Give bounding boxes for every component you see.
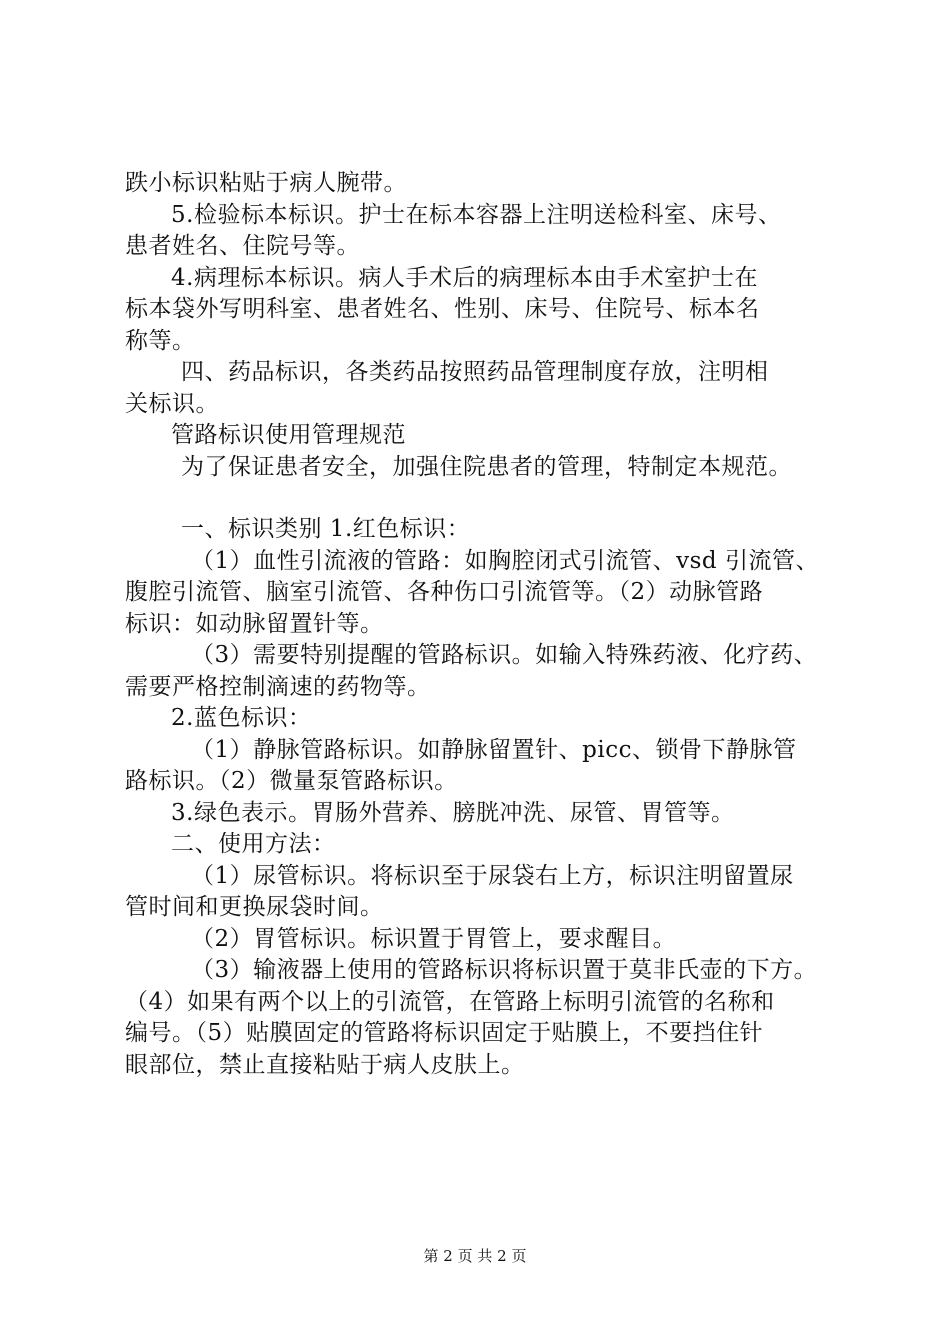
text-line: 为了保证患者安全，加强住院患者的管理，特制定本规范。: [181, 453, 792, 480]
paragraph-gap: [125, 483, 845, 514]
text-line: 路标识。（2）微量泵管路标识。: [125, 768, 458, 794]
text-line: 腹腔引流管、脑室引流管、各种伤口引流管等。（2）动脉管路: [125, 579, 764, 605]
text-line: 四、药品标识，各类药品按照药品管理制度存放，注明相: [181, 359, 769, 385]
text-line: 标本袋外写明科室、患者姓名、性别、床号、住院号、标本名: [125, 296, 760, 322]
text-line: （1）尿管标识。将标识至于尿袋右上方，标识注明留置尿: [191, 862, 794, 889]
text-line: 一、标识类别 1.红色标识：: [181, 516, 471, 542]
text-line: 跌小标识粘贴于病人腕带。: [125, 170, 407, 196]
text-line: 5.检验标本标识。护士在标本容器上注明送检科室、床号、: [171, 201, 782, 228]
text-line: （3）需要特别提醒的管路标识。如输入特殊药液、化疗药、: [191, 642, 818, 668]
text-line: 管时间和更换尿袋时间。: [125, 894, 384, 920]
text-line: 称等。: [125, 327, 196, 354]
text-line: 3.绿色表示。胃肠外营养、膀胱冲洗、尿管、胃管等。: [171, 799, 735, 826]
text-line: 关标识。: [125, 390, 219, 417]
document-body: [125, 168, 845, 1081]
text-line: （1）静脉管路标识。如静脉留置针、picc、锁骨下静脉管: [191, 736, 797, 763]
text-line: 标识：如动脉留置针等。: [125, 610, 384, 637]
text-line: 编号。（5）贴膜固定的管路将标识固定于贴膜上，不要挡住针: [125, 1020, 764, 1046]
page-footer: 第 2 页 共 2 页: [423, 1247, 527, 1265]
text-line: 需要严格控制滴速的药物等。: [125, 673, 431, 700]
text-line: （4）如果有两个以上的引流管，在管路上标明引流管的名称和: [125, 988, 775, 1015]
text-line: （2）胃管标识。标识置于胃管上，要求醒目。: [191, 925, 677, 952]
section-heading: 管路标识使用管理规范: [171, 422, 406, 448]
text-line: （3）输液器上使用的管路标识将标识置于莫非氏壶的下方。: [191, 957, 818, 983]
text-line: 患者姓名、住院号等。: [125, 233, 360, 259]
text-line: 二、使用方法：: [171, 831, 336, 857]
text-line: 眼部位，禁止直接粘贴于病人皮肤上。: [125, 1051, 525, 1078]
text-line: （1）血性引流液的管路：如胸腔闭式引流管、vsd 引流管、: [191, 547, 819, 574]
text-line: 2.蓝色标识：: [171, 705, 312, 731]
text-line: 4.病理标本标识。病人手术后的病理标本由手术室护士在: [171, 264, 758, 291]
